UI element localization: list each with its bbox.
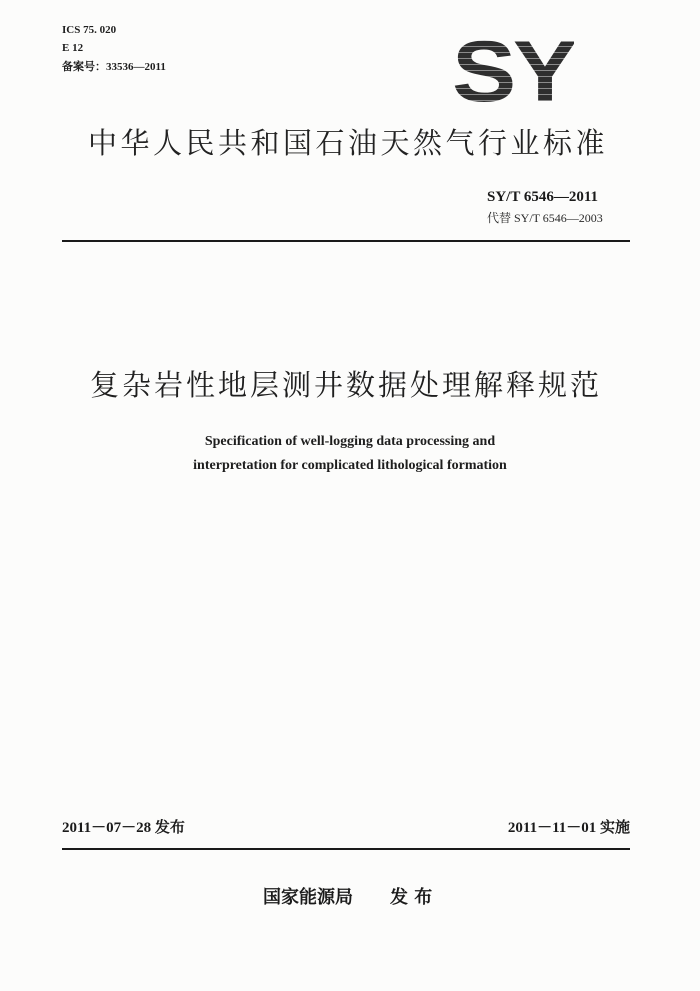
issuer-name: 国家能源局 (263, 887, 353, 908)
classification-code: E 12 (62, 42, 84, 54)
bottom-divider (62, 848, 630, 850)
issue-date: 2011－07－28 发布 (62, 820, 185, 836)
document-title-zh: 复杂岩性地层测井数据处理解释规范 (90, 368, 603, 402)
ics-code: ICS 75. 020 (62, 24, 117, 36)
standard-number: SY/T 6546—2011 (487, 189, 598, 205)
issuer-action: 发 布 (390, 887, 433, 908)
standard-category-title: 中华人民共和国石油天然气行业标准 (88, 126, 609, 160)
implementation-date: 2011－11－01 实施 (507, 820, 630, 836)
document-title-en-line2: interpretation for complicated lithological formation (193, 458, 507, 473)
replaces-standard: 代替 SY/T 6546—2003 (487, 211, 603, 225)
top-divider (62, 240, 630, 242)
sy-logo: SY (452, 24, 574, 120)
filing-number: 备案号：33536—2011 (62, 61, 166, 73)
document-title-en-line1: Specification of well-logging data processing and (204, 434, 496, 449)
